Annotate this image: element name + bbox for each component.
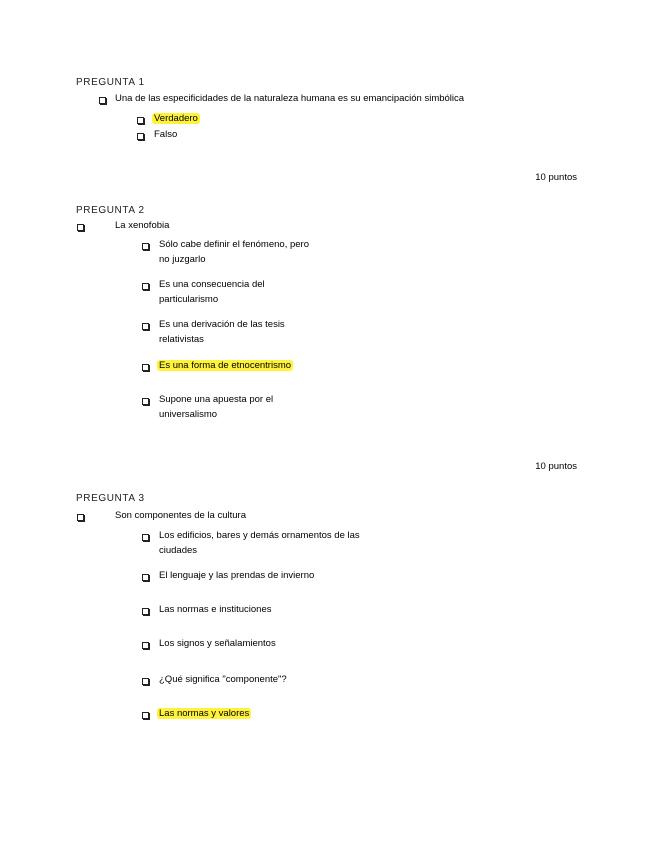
- option-checkbox-3-3[interactable]: [142, 607, 149, 618]
- option-2-1[interactable]: [159, 239, 309, 266]
- option-3-3[interactable]: Las normas e instituciones: [159, 604, 272, 615]
- option-checkbox-3-2[interactable]: [142, 573, 149, 584]
- option-checkbox-2-2[interactable]: [142, 282, 149, 293]
- option-checkbox-3-4[interactable]: [142, 641, 149, 652]
- option-3-4[interactable]: Los signos y señalamientos: [159, 638, 276, 649]
- checkbox-bullet-icon: [77, 223, 84, 234]
- question-3-prompt: Son componentes de la cultura: [115, 510, 246, 521]
- option-checkbox-2-3[interactable]: [142, 322, 149, 333]
- option-3-2[interactable]: El lenguaje y las prendas de invierno: [159, 570, 315, 581]
- option-2-5-line1: Supone una apuesta por el: [159, 394, 274, 405]
- question-2-prompt: La xenofobia: [115, 220, 170, 231]
- option-2-3-line2: relativistas: [159, 334, 204, 345]
- question-1-heading: PREGUNTA 1: [76, 77, 145, 88]
- question-3-heading: PREGUNTA 3: [76, 493, 145, 504]
- question-2-heading: PREGUNTA 2: [76, 205, 145, 216]
- option-verdadero-label: Verdadero: [154, 113, 198, 124]
- option-verdadero[interactable]: [154, 113, 200, 125]
- option-2-3-line1: Es una derivación de las tesis: [159, 319, 285, 330]
- option-3-6[interactable]: [159, 708, 251, 720]
- checkbox-bullet-icon: [99, 96, 106, 107]
- option-3-1[interactable]: [159, 530, 360, 557]
- option-3-6-label: Las normas y valores: [159, 708, 250, 719]
- option-2-4[interactable]: [159, 360, 293, 372]
- option-checkbox-falso[interactable]: [137, 132, 144, 143]
- option-2-3[interactable]: [159, 319, 285, 346]
- option-checkbox-verdadero[interactable]: [137, 116, 144, 127]
- option-3-5[interactable]: ¿Qué significa "componente"?: [159, 674, 287, 685]
- option-2-1-line1: Sólo cabe definir el fenómeno, pero: [159, 239, 309, 250]
- option-2-2-line1: Es una consecuencia del: [159, 279, 265, 290]
- question-2-points: 10 puntos: [535, 461, 577, 472]
- option-2-2[interactable]: [159, 279, 265, 306]
- option-2-4-label: Es una forma de etnocentrismo: [159, 360, 292, 371]
- option-2-5[interactable]: [159, 394, 273, 421]
- question-1-points: 10 puntos: [535, 172, 577, 183]
- checkbox-bullet-icon: [77, 513, 84, 524]
- option-2-5-line2: universalismo: [159, 409, 218, 420]
- option-falso[interactable]: Falso: [154, 129, 178, 140]
- option-checkbox-2-1[interactable]: [142, 242, 149, 253]
- option-checkbox-2-4[interactable]: [142, 363, 149, 374]
- option-3-1-line2: ciudades: [159, 545, 198, 556]
- option-checkbox-3-1[interactable]: [142, 533, 149, 544]
- option-checkbox-2-5[interactable]: [142, 397, 149, 408]
- option-checkbox-3-6[interactable]: [142, 711, 149, 722]
- option-checkbox-3-5[interactable]: [142, 677, 149, 688]
- option-2-2-line2: particularismo: [159, 294, 219, 305]
- option-2-1-line2: no juzgarlo: [159, 254, 206, 265]
- option-3-1-line1: Los edificios, bares y demás ornamentos de las: [159, 530, 360, 541]
- question-1-prompt: Una de las especificidades de la naturaleza humana es su emancipación simbólica: [115, 93, 465, 104]
